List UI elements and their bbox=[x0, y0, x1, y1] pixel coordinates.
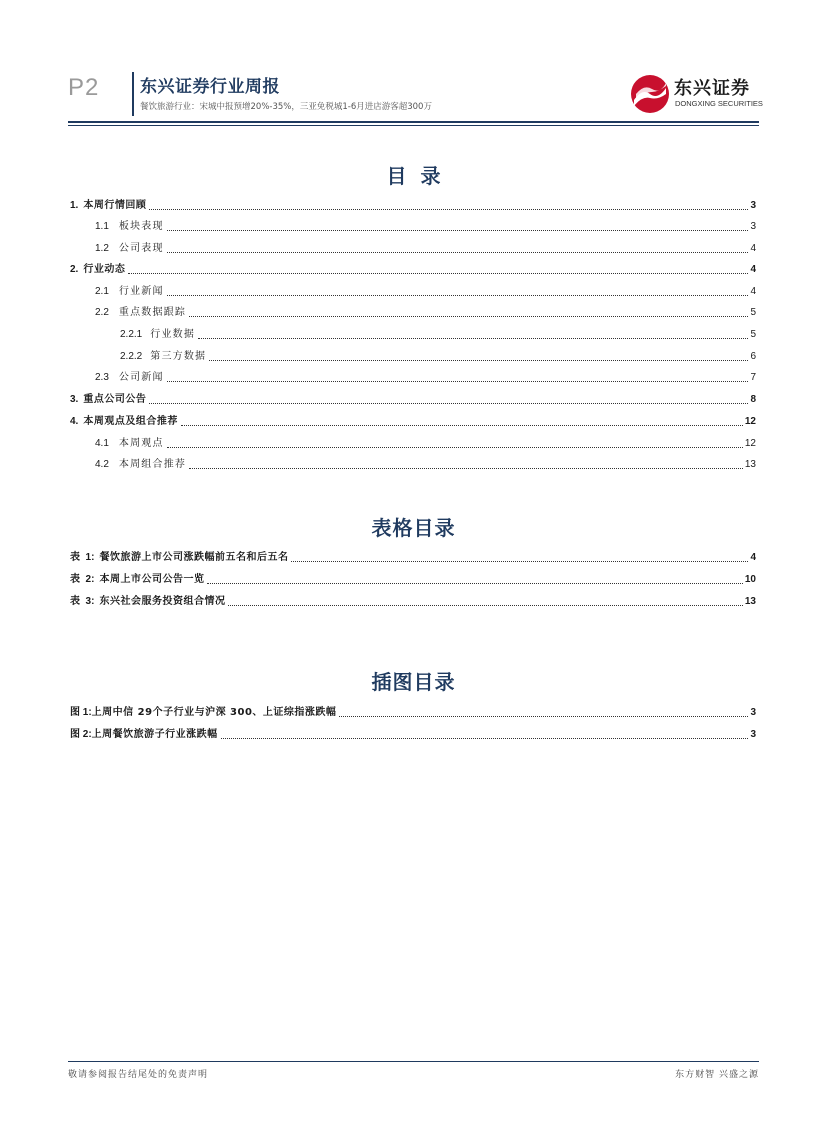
figure-entry-label: 上周餐饮旅游子行业涨跌幅 bbox=[91, 729, 218, 740]
toc-entry-number: 2.2 bbox=[95, 307, 109, 318]
table-entry-2[interactable] bbox=[70, 572, 756, 586]
leader-dots bbox=[189, 467, 743, 469]
toc-entry-4[interactable] bbox=[70, 414, 756, 428]
logo-text-en: DONGXING SECURITIES bbox=[675, 99, 763, 108]
toc-entry-number: 4.1 bbox=[95, 438, 109, 449]
leader-dots bbox=[291, 560, 748, 562]
leader-dots bbox=[228, 604, 742, 606]
disclaimer-note: 敬请参阅报告结尾处的免责声明 bbox=[68, 1070, 209, 1080]
leader-dots bbox=[339, 715, 748, 717]
toc-entry-label: 公司表现 bbox=[118, 243, 164, 254]
table-entry-number: 表 3: bbox=[70, 596, 95, 607]
leader-dots bbox=[167, 251, 748, 253]
toc-entry-label: 本周组合推荐 bbox=[118, 459, 187, 470]
table-entry-3[interactable] bbox=[70, 594, 756, 608]
toc-entry-number: 1. bbox=[70, 200, 79, 211]
table-entry-page: 10 bbox=[744, 574, 756, 585]
leader-dots bbox=[149, 208, 748, 210]
table-entry-number: 表 2: bbox=[70, 574, 95, 585]
toc-entry-page: 4 bbox=[750, 243, 756, 254]
toc-entry-number: 2.1 bbox=[95, 286, 109, 297]
header-rule-thin bbox=[68, 125, 759, 126]
toc-entry-page: 7 bbox=[750, 372, 756, 383]
toc-entry-label: 本周观点 bbox=[118, 438, 164, 449]
figure-entry-page: 3 bbox=[750, 707, 756, 718]
figure-entry-1[interactable] bbox=[70, 705, 756, 719]
figure-entry-2[interactable] bbox=[70, 727, 756, 741]
leader-dots bbox=[189, 315, 748, 317]
table-entry-label: 餐饮旅游上市公司涨跌幅前五名和后五名 bbox=[99, 552, 289, 563]
tables-list-title: 表格目录 bbox=[371, 516, 456, 540]
figure-entry-number: 图 1: bbox=[70, 707, 92, 718]
leader-dots bbox=[221, 737, 748, 739]
toc-entry-page: 4 bbox=[750, 264, 756, 275]
toc-entry-number: 2.2.2 bbox=[120, 351, 143, 362]
toc-entry-2-2[interactable] bbox=[95, 305, 756, 319]
toc-entry-number: 4. bbox=[70, 416, 79, 427]
toc-entry-number: 4.2 bbox=[95, 459, 109, 470]
leader-dots bbox=[167, 446, 743, 448]
header-rule bbox=[68, 121, 759, 123]
toc-entry-page: 12 bbox=[744, 438, 756, 449]
figure-entry-number: 图 2: bbox=[70, 729, 92, 740]
toc-entry-2-3[interactable] bbox=[95, 370, 756, 384]
toc-entry-2-1[interactable] bbox=[95, 284, 756, 298]
toc-entry-2-2-1[interactable] bbox=[120, 327, 756, 341]
toc-entry-number: 1.2 bbox=[95, 243, 109, 254]
toc-entry-label: 本周观点及组合推荐 bbox=[83, 416, 178, 427]
toc-entry-number: 3. bbox=[70, 394, 79, 405]
toc-entry-number: 2.3 bbox=[95, 372, 109, 383]
leader-dots bbox=[128, 272, 748, 274]
toc-entry-1[interactable] bbox=[70, 198, 756, 212]
toc-entry-page: 5 bbox=[750, 329, 756, 340]
dongxing-logo-icon bbox=[630, 74, 670, 114]
toc-entry-label: 行业新闻 bbox=[118, 286, 164, 297]
toc-entry-page: 8 bbox=[750, 394, 756, 405]
table-entry-1[interactable] bbox=[70, 550, 756, 564]
company-logo bbox=[630, 72, 763, 116]
toc-entry-label: 公司新闻 bbox=[118, 372, 164, 383]
figure-entry-page: 3 bbox=[750, 729, 756, 740]
toc-title: 目录 bbox=[386, 164, 455, 188]
toc-entry-page: 5 bbox=[750, 307, 756, 318]
table-entry-number: 表 1: bbox=[70, 552, 95, 563]
toc-entry-1-1[interactable] bbox=[95, 219, 756, 233]
leader-dots bbox=[181, 424, 743, 426]
toc-entry-label: 板块表现 bbox=[118, 221, 164, 232]
leader-dots bbox=[167, 294, 748, 296]
toc-entry-number: 2. bbox=[70, 264, 79, 275]
toc-entry-label: 第三方数据 bbox=[150, 351, 207, 362]
toc-entry-page: 3 bbox=[750, 221, 756, 232]
toc-entry-page: 4 bbox=[750, 286, 756, 297]
toc-entry-4-2[interactable] bbox=[95, 457, 756, 471]
leader-dots bbox=[207, 582, 742, 584]
toc-entry-2[interactable] bbox=[70, 262, 756, 276]
table-entry-page: 4 bbox=[750, 552, 756, 563]
toc-entry-page: 6 bbox=[750, 351, 756, 362]
toc-entry-label: 行业数据 bbox=[150, 329, 196, 340]
footer-rule bbox=[68, 1061, 759, 1062]
logo-text-cn: 东兴证券 bbox=[674, 78, 750, 99]
toc-entry-number: 1.1 bbox=[95, 221, 109, 232]
toc-entry-label: 行业动态 bbox=[83, 264, 126, 275]
report-subtitle: 餐饮旅游行业：宋城中报预增20%-35%，三亚免税城1-6月进店游客超300万 bbox=[140, 102, 432, 112]
toc-entry-1-2[interactable] bbox=[95, 241, 756, 255]
page-number: P2 bbox=[68, 74, 100, 101]
table-entry-label: 本周上市公司公告一览 bbox=[99, 574, 205, 585]
leader-dots bbox=[149, 402, 748, 404]
table-entry-label: 东兴社会服务投资组合情况 bbox=[99, 596, 226, 607]
table-entry-page: 13 bbox=[744, 596, 756, 607]
leader-dots bbox=[167, 229, 748, 231]
report-title: 东兴证券行业周报 bbox=[140, 77, 280, 97]
header-divider bbox=[132, 72, 134, 116]
leader-dots bbox=[198, 337, 748, 339]
company-slogan: 东方财智 兴盛之源 bbox=[675, 1070, 759, 1080]
toc-entry-page: 3 bbox=[750, 200, 756, 211]
toc-entry-label: 重点公司公告 bbox=[83, 394, 147, 405]
figures-list-title: 插图目录 bbox=[371, 670, 456, 694]
toc-entry-3[interactable] bbox=[70, 392, 756, 406]
toc-entry-2-2-2[interactable] bbox=[120, 349, 756, 363]
toc-entry-label: 本周行情回顾 bbox=[83, 200, 147, 211]
leader-dots bbox=[209, 359, 748, 361]
leader-dots bbox=[167, 380, 748, 382]
figure-entry-label: 上周中信 29个子行业与沪深 300、上证综指涨跌幅 bbox=[91, 707, 337, 718]
toc-entry-label: 重点数据跟踪 bbox=[118, 307, 187, 318]
toc-entry-number: 2.2.1 bbox=[120, 329, 143, 340]
toc-entry-page: 13 bbox=[744, 459, 756, 470]
toc-entry-4-1[interactable] bbox=[95, 436, 756, 450]
toc-entry-page: 12 bbox=[744, 416, 756, 427]
